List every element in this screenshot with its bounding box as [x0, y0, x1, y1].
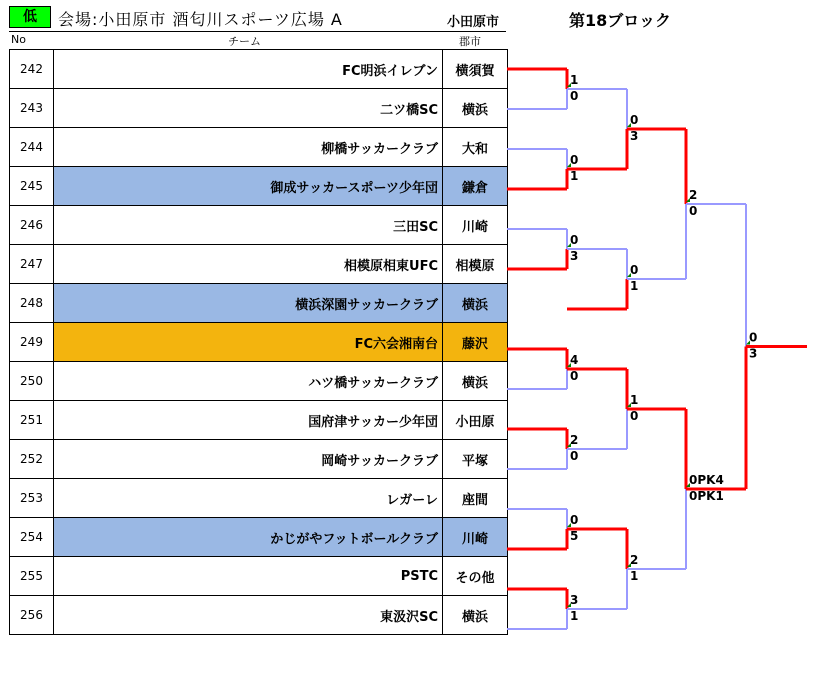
score-label: 0 [570, 89, 579, 103]
team-name: 岡崎サッカークラブ [54, 440, 443, 479]
team-number: 242 [10, 50, 54, 89]
column-header-city: 郡市 [459, 35, 481, 48]
score-label: 0 [689, 204, 698, 218]
score-label: 0 [570, 233, 579, 247]
team-name: かじがやフットボールクラブ [54, 518, 443, 557]
score-label: 1 [570, 169, 579, 183]
team-name: 二ツ橋SC [54, 89, 443, 128]
score-label: 2 [689, 188, 698, 202]
team-city: 横浜 [443, 89, 508, 128]
team-city: 座間 [443, 479, 508, 518]
score-label: 2 [630, 553, 639, 567]
column-header-no: No [11, 33, 26, 46]
score-label: 0 [749, 330, 758, 345]
team-city: 横浜 [443, 284, 508, 323]
team-number: 243 [10, 89, 54, 128]
team-name: FC六会湘南台 [54, 323, 443, 362]
score-label: 3 [570, 593, 579, 607]
score-label: 1 [570, 73, 579, 87]
score-label: 0 [630, 409, 639, 423]
team-name: 相模原相東UFC [54, 245, 443, 284]
team-name: 東汲沢SC [54, 596, 443, 635]
team-city: 平塚 [443, 440, 508, 479]
team-name: PSTC [54, 557, 443, 596]
team-name: 国府津サッカー少年団 [54, 401, 443, 440]
score-label: 1 [630, 393, 639, 407]
venue-title: 会場:小田原市 酒匂川スポーツ広場 A [58, 10, 343, 29]
team-name: FC明浜イレブン [54, 50, 443, 89]
team-city: 横浜 [443, 596, 508, 635]
team-city: その他 [443, 557, 508, 596]
team-number: 247 [10, 245, 54, 284]
team-number: 255 [10, 557, 54, 596]
team-number: 251 [10, 401, 54, 440]
column-header-team: チーム [228, 35, 261, 48]
score-label: 1 [570, 609, 579, 623]
team-city: 藤沢 [443, 323, 508, 362]
score-label: 0 [570, 449, 579, 463]
host-city: 小田原市 [447, 15, 500, 30]
team-name: 柳橋サッカークラブ [54, 128, 443, 167]
level-badge: 低 [9, 6, 51, 28]
team-city: 大和 [443, 128, 508, 167]
score-label: 0 [630, 113, 639, 127]
team-city: 川崎 [443, 206, 508, 245]
team-city: 横須賀 [443, 50, 508, 89]
team-number: 250 [10, 362, 54, 401]
score-label: 0PK1 [689, 489, 724, 503]
score-label: 0 [570, 513, 579, 527]
score-label: 3 [630, 129, 639, 143]
team-name: 御成サッカースポーツ少年団 [54, 167, 443, 206]
team-name: ハツ橋サッカークラブ [54, 362, 443, 401]
team-number: 245 [10, 167, 54, 206]
score-label: 2 [570, 433, 579, 447]
team-number: 253 [10, 479, 54, 518]
block-title: 第18ブロック [569, 11, 671, 30]
team-city: 小田原 [443, 401, 508, 440]
team-number: 254 [10, 518, 54, 557]
team-city: 川崎 [443, 518, 508, 557]
score-label: 4 [570, 353, 579, 367]
score-label: 3 [570, 249, 579, 263]
team-number: 246 [10, 206, 54, 245]
team-name: レガーレ [54, 479, 443, 518]
team-city: 横浜 [443, 362, 508, 401]
score-label: 3 [749, 346, 758, 361]
score-label: 1 [630, 279, 639, 293]
team-city: 相模原 [443, 245, 508, 284]
score-label: 1 [630, 569, 639, 583]
team-number: 248 [10, 284, 54, 323]
score-label: 0 [570, 369, 579, 383]
team-name: 横浜深園サッカークラブ [54, 284, 443, 323]
team-city: 鎌倉 [443, 167, 508, 206]
score-label: 0PK4 [689, 473, 724, 487]
team-number: 256 [10, 596, 54, 635]
score-label: 0 [570, 153, 579, 167]
team-number: 252 [10, 440, 54, 479]
team-number: 244 [10, 128, 54, 167]
team-number: 249 [10, 323, 54, 362]
score-label: 5 [570, 529, 579, 543]
team-name: 三田SC [54, 206, 443, 245]
score-label: 0 [630, 263, 639, 277]
